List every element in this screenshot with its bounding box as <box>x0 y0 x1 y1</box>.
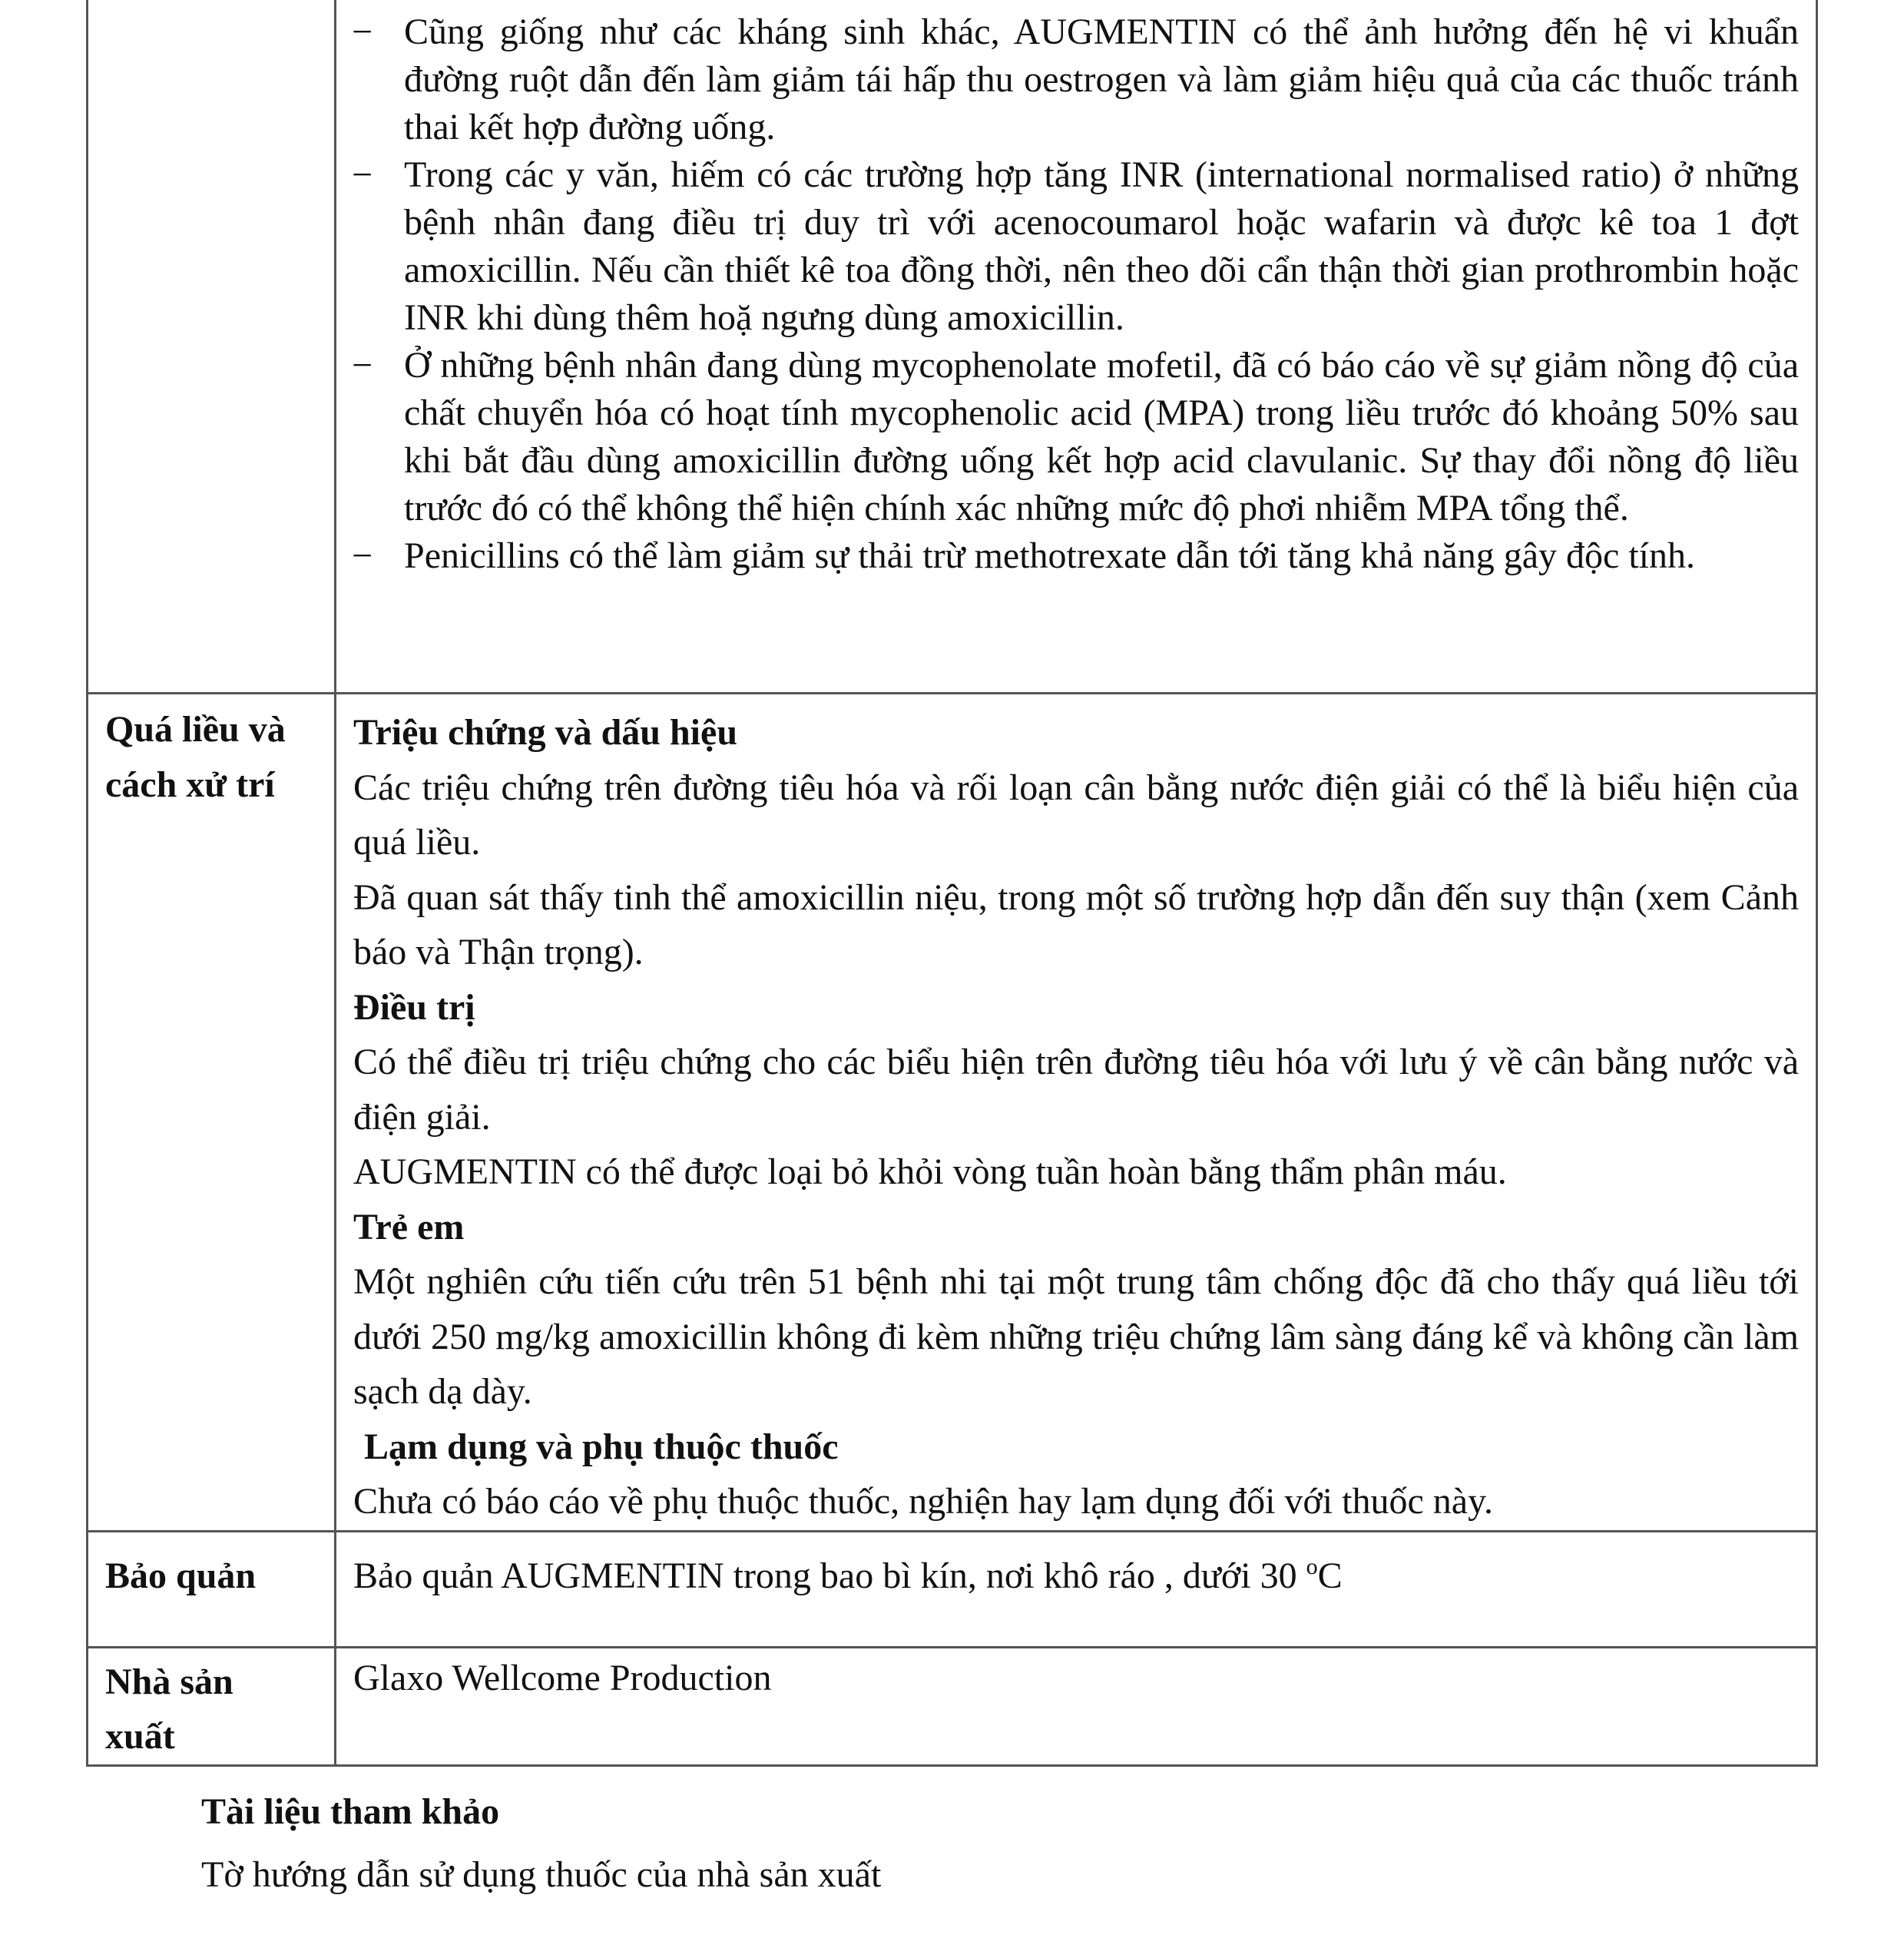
references-text: Tờ hướng dẫn sử dụng thuốc của nhà sản xuất <box>201 1854 882 1895</box>
symptoms-paragraph-1: Các triệu chứng trên đường tiêu hóa và rối loạn cân bằng nước điện giải có thể là biểu hiện của quá liều. <box>353 767 1799 863</box>
abuse-heading: Lạm dụng và phụ thuộc thuốc <box>364 1426 839 1467</box>
symptoms-paragraph-2: Đã quan sát thấy tinh thể amoxicillin niệu, trong một số trường hợp dẫn đến suy thận (xem Cảnh báo và Thận trọng). <box>353 876 1799 972</box>
children-paragraph: Một nghiên cứu tiến cứu trên 51 bệnh nhi tại một trung tâm chống độc đã cho thấy quá liều tới dưới 250 mg/kg amoxicillin không đi kèm những triệu chứng lâm sàng đáng kể và không cần làm sạch dạ dày. <box>353 1261 1799 1412</box>
manufacturer-row <box>88 1648 1817 1766</box>
temperature-unit: C <box>1317 1555 1343 1596</box>
interactions-body-cell <box>336 0 1817 694</box>
storage-text: Bảo quản AUGMENTIN trong bao bì kín, nơi khô ráo , dưới 30 <box>353 1555 1306 1596</box>
manufacturer-label-line1: Nhà sản <box>105 1661 233 1702</box>
overdose-label-line1: Quá liều và <box>105 709 286 750</box>
treatment-heading: Điều trị <box>353 986 475 1028</box>
interactions-list <box>347 8 1799 580</box>
dash-bullet-icon: − <box>352 154 373 195</box>
storage-label: Bảo quản <box>88 1532 336 1648</box>
degree-symbol: o <box>1306 1554 1318 1579</box>
interaction-text: Cũng giống như các kháng sinh khác, AUGMENTIN có thể ảnh hưởng đến hệ vi khuẩn đường ruột dẫn đến làm giảm tái hấp thu oestrogen và làm giảm hiệu quả của các thuốc tránh thai kết hợp đường uống. <box>404 12 1799 147</box>
manufacturer-text: Glaxo Wellcome Production <box>336 1648 1817 1766</box>
interactions-label-cell <box>88 0 336 694</box>
references-title: Tài liệu tham khảo <box>201 1791 500 1832</box>
treatment-paragraph-2: AUGMENTIN có thể được loại bỏ khỏi vòng tuần hoàn bằng thẩm phân máu. <box>353 1151 1507 1192</box>
references-section <box>201 1781 881 1907</box>
symptoms-heading: Triệu chứng và dấu hiệu <box>353 712 738 753</box>
overdose-label-line2: cách xử trí <box>105 764 275 805</box>
drug-info-table <box>86 0 1818 1767</box>
storage-row <box>88 1532 1817 1648</box>
interaction-text: Trong các y văn, hiếm có các trường hợp tăng INR (international normalised ratio) ở những bệnh nhân đang điều trị duy trì với acenocoumarol hoặc wafarin và được kê toa 1 đợt amoxicillin. Nếu cần thiết kê toa đồng thời, nên theo dõi cẩn thận thời gian prothrombin hoặc INR khi dùng thêm hoặ ngưng dùng amoxicillin. <box>404 154 1799 338</box>
dash-bullet-icon: − <box>352 345 373 386</box>
interactions-row <box>88 0 1817 694</box>
storage-body-cell <box>336 1532 1817 1648</box>
manufacturer-label-line2: xuất <box>105 1716 175 1757</box>
interaction-text: Ở những bệnh nhân đang dùng mycophenolate mofetil, đã có báo cáo về sự giảm nồng độ của chất chuyển hóa có hoạt tính mycophenolic acid (MPA) trong liều trước đó khoảng 50% sau khi bắt đầu dùng amoxicillin đường uống kết hợp acid clavulanic. Sự thay đổi nồng độ liều trước đó có thể không thể hiện chính xác những mức độ phơi nhiễm MPA tổng thể. <box>404 345 1799 528</box>
dash-bullet-icon: − <box>352 535 373 576</box>
list-item <box>347 342 1799 532</box>
list-item <box>347 8 1799 151</box>
overdose-row <box>88 694 1817 1532</box>
dash-bullet-icon: − <box>352 12 373 52</box>
interaction-text: Penicillins có thể làm giảm sự thải trừ methotrexate dẫn tới tăng khả năng gây độc tính. <box>404 535 1696 576</box>
list-item <box>347 151 1799 342</box>
children-heading: Trẻ em <box>353 1206 465 1247</box>
treatment-paragraph-1: Có thể điều trị triệu chứng cho các biểu hiện trên đường tiêu hóa với lưu ý về cân bằng nước và điện giải. <box>353 1042 1799 1138</box>
abuse-paragraph: Chưa có báo cáo về phụ thuộc thuốc, nghiện hay lạm dụng đối với thuốc này. <box>353 1481 1493 1522</box>
overdose-body-cell <box>336 694 1817 1532</box>
list-item <box>347 532 1799 580</box>
overdose-label-cell <box>88 694 336 1532</box>
manufacturer-label-cell <box>88 1648 336 1766</box>
